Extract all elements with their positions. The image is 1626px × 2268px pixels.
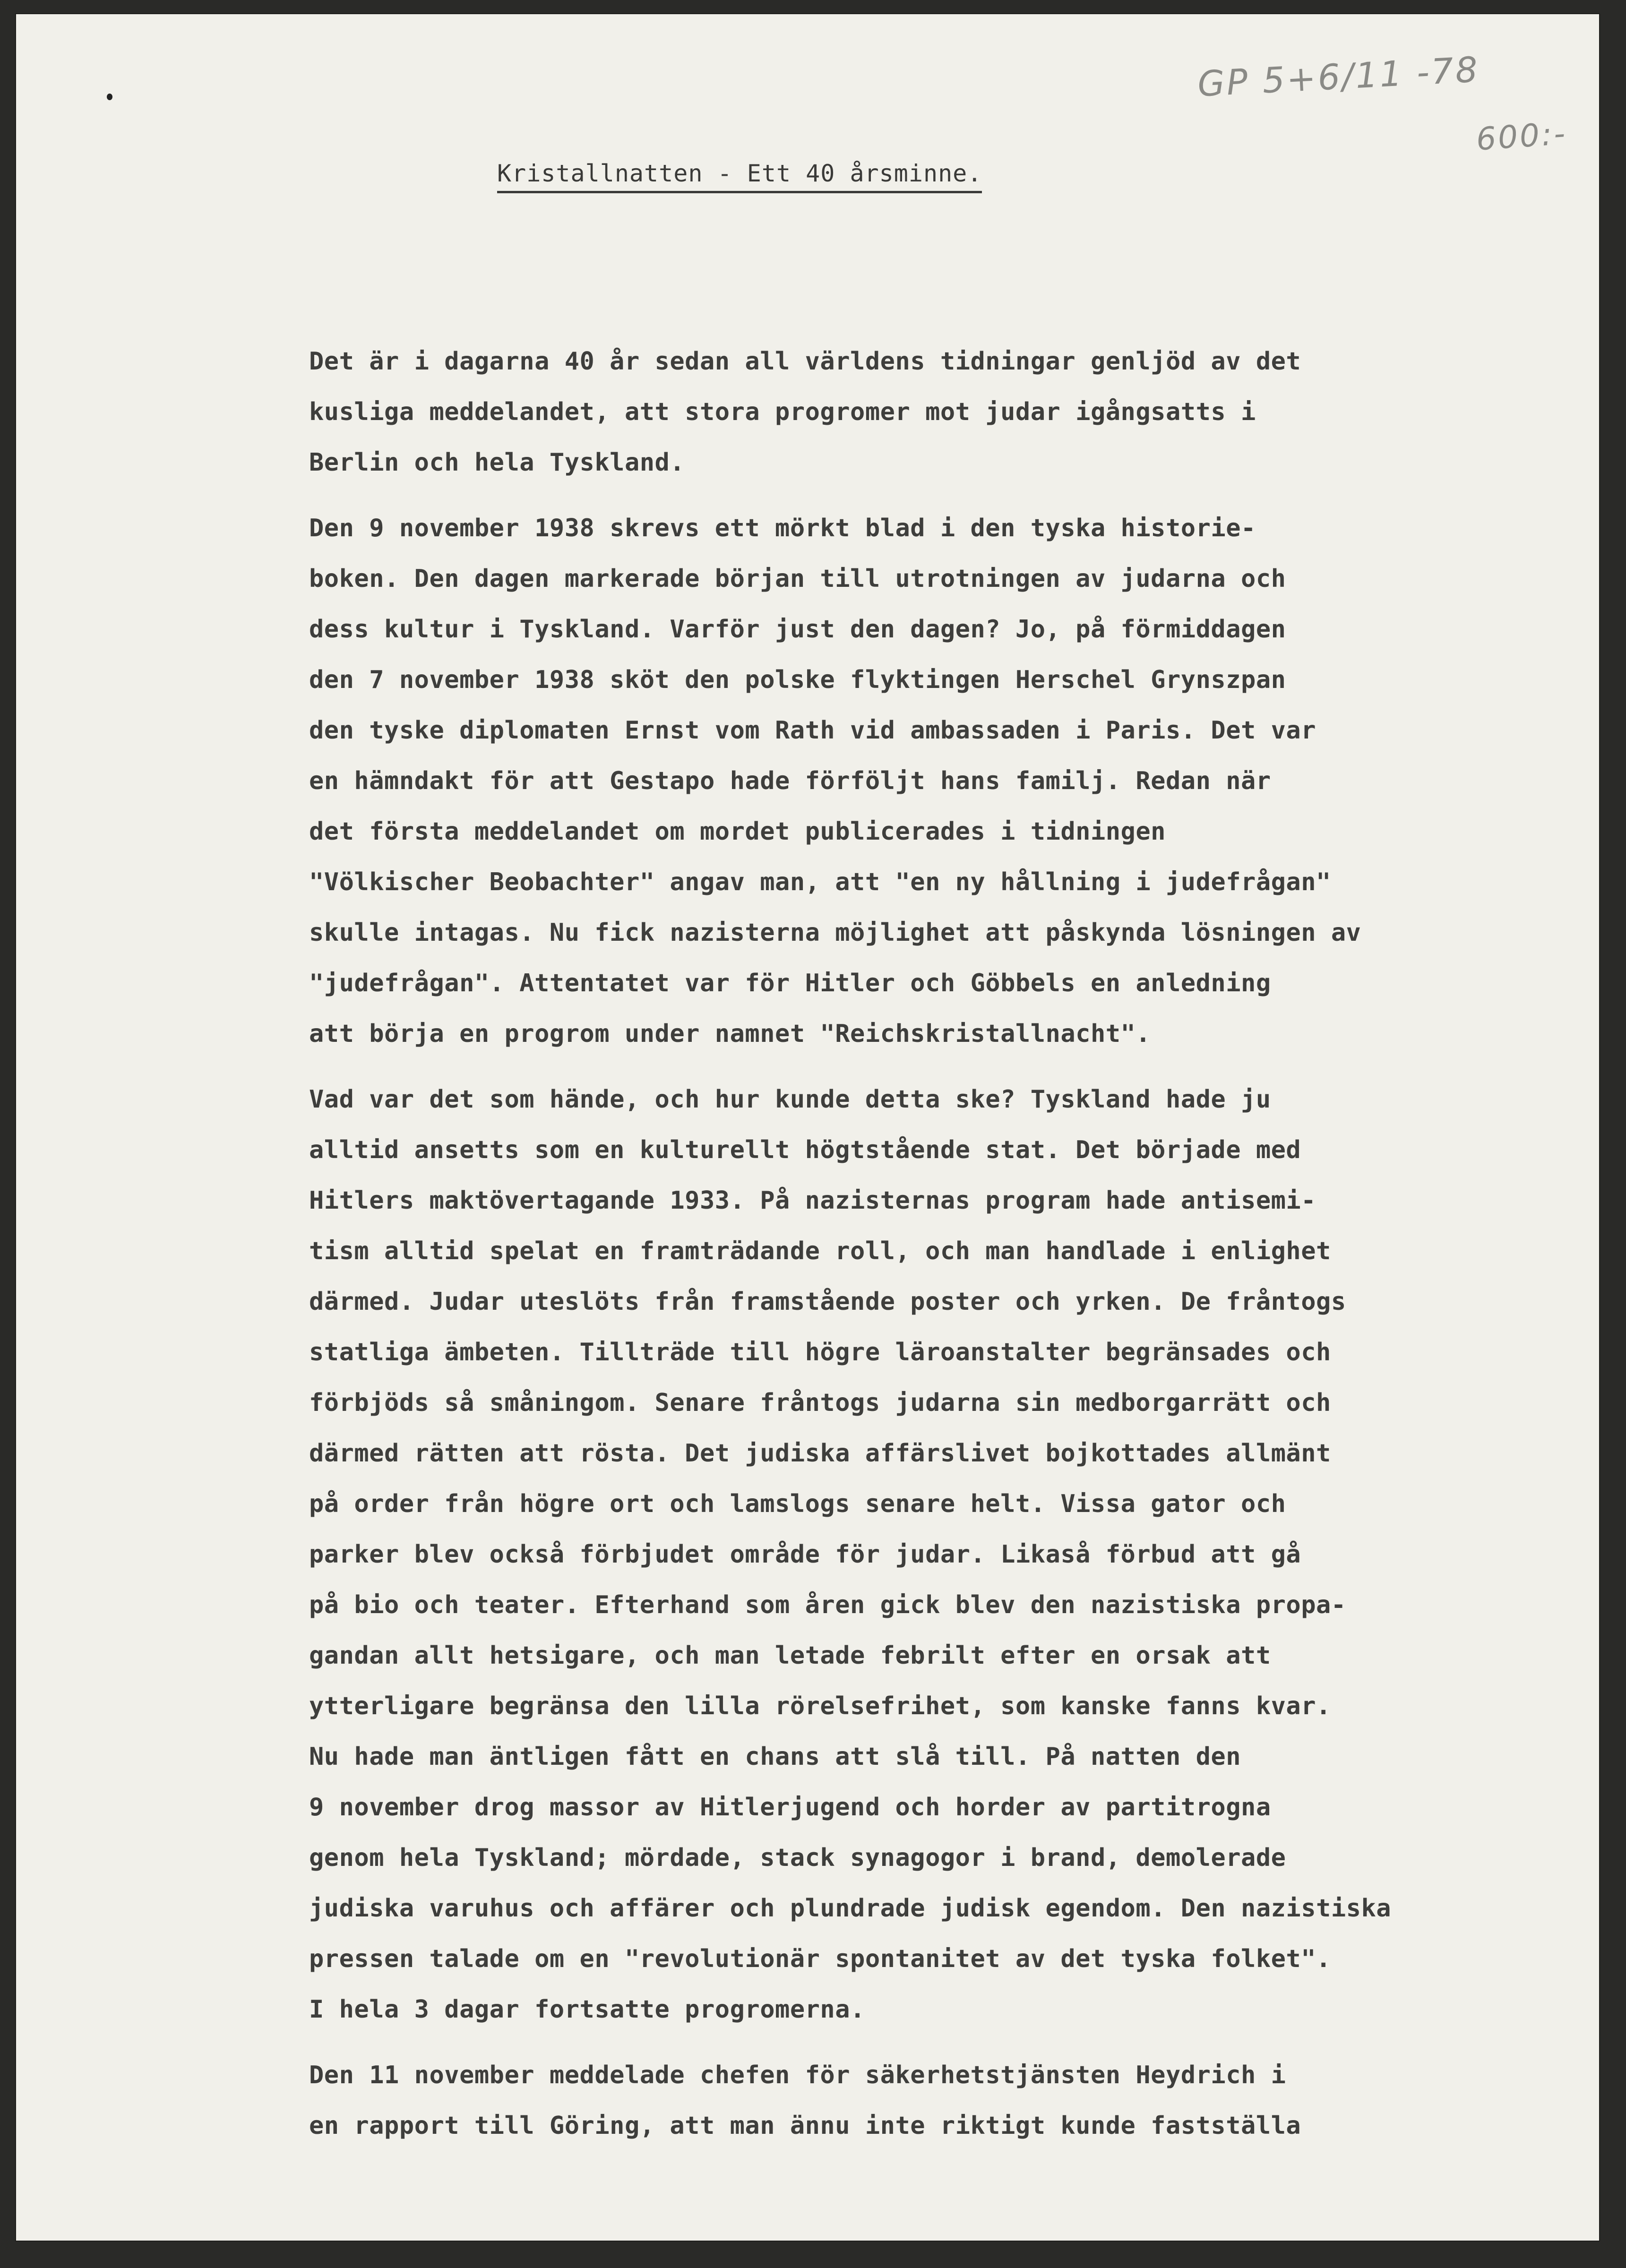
handwritten-reference: GP 5+6/11 -78 [1196, 49, 1480, 105]
text-line: statliga ämbeten. Tillträde till högre läroanstalter begränsades och [309, 1338, 1331, 1366]
text-line: gandan allt hetsigare, och man letade febrilt efter en orsak att [309, 1641, 1271, 1670]
text-line: alltid ansetts som en kulturellt högtstående stat. Det började med [309, 1136, 1301, 1164]
ink-speck [107, 94, 112, 100]
text-line: Den 11 november meddelade chefen för säkerhetstjänsten Heydrich i [309, 2061, 1286, 2089]
text-line: därmed rätten att rösta. Det judiska affärslivet bojkottades allmänt [309, 1439, 1331, 1468]
text-line: att börja en progrom under namnet "Reichskristallnacht". [309, 1020, 1151, 1048]
paragraph-3 [309, 1074, 1519, 2035]
text-line: genom hela Tyskland; mördade, stack synagogor i brand, demolerade [309, 1844, 1286, 1872]
text-line: den 7 november 1938 sköt den polske flyktingen Herschel Grynszpan [309, 666, 1286, 694]
text-line: Den 9 november 1938 skrevs ett mörkt blad i den tyska historie- [309, 514, 1256, 542]
text-line: boken. Den dagen markerade början till utrotningen av judarna och [309, 565, 1286, 593]
text-line: ytterligare begränsa den lilla rörelsefrihet, som kanske fanns kvar. [309, 1692, 1331, 1720]
handwritten-fee: 600:- [1475, 115, 1568, 158]
text-line: "Völkischer Beobachter" angav man, att "en ny hållning i judefrågan" [309, 868, 1331, 896]
paragraph-1 [309, 336, 1519, 488]
text-line: I hela 3 dagar fortsatte progromerna. [309, 1995, 865, 2024]
document-title: Kristallnatten - Ett 40 årsminne. [497, 160, 982, 193]
text-line: Hitlers maktövertagande 1933. På nazisternas program hade antisemi- [309, 1186, 1316, 1215]
paragraph-4 [309, 2050, 1519, 2151]
text-line: tism alltid spelat en framträdande roll, och man handlade i enlighet [309, 1237, 1331, 1265]
text-line: kusliga meddelandet, att stora progromer mot judar igångsatts i [309, 398, 1256, 426]
text-line: Berlin och hela Tyskland. [309, 448, 685, 477]
document-page [16, 14, 1599, 2241]
document-body [309, 336, 1519, 2166]
text-line: det första meddelandet om mordet publicerades i tidningen [309, 817, 1166, 846]
text-line: på order från högre ort och lamslogs senare helt. Vissa gator och [309, 1490, 1286, 1518]
paragraph-2 [309, 503, 1519, 1059]
text-line: Nu hade man äntligen fått en chans att slå till. På natten den [309, 1743, 1241, 1771]
text-line: dess kultur i Tyskland. Varför just den dagen? Jo, på förmiddagen [309, 615, 1286, 644]
text-line: förbjöds så småningom. Senare fråntogs judarna sin medborgarrätt och [309, 1389, 1331, 1417]
text-line: pressen talade om en "revolutionär spontanitet av det tyska folket". [309, 1945, 1331, 1973]
text-line: en hämndakt för att Gestapo hade förföljt hans familj. Redan när [309, 767, 1271, 795]
text-line: skulle intagas. Nu fick nazisterna möjlighet att påskynda lösningen av [309, 919, 1361, 947]
text-line: Vad var det som hände, och hur kunde detta ske? Tyskland hade ju [309, 1085, 1271, 1114]
text-line: därmed. Judar uteslöts från framstående poster och yrken. De fråntogs [309, 1288, 1346, 1316]
text-line: 9 november drog massor av Hitlerjugend och horder av partitrogna [309, 1793, 1271, 1821]
text-line: parker blev också förbjudet område för judar. Likaså förbud att gå [309, 1540, 1301, 1569]
text-line: judiska varuhus och affärer och plundrade judisk egendom. Den nazistiska [309, 1894, 1392, 1923]
text-line: "judefrågan". Attentatet var för Hitler och Göbbels en anledning [309, 969, 1271, 997]
text-line: den tyske diplomaten Ernst vom Rath vid ambassaden i Paris. Det var [309, 716, 1316, 745]
text-line: Det är i dagarna 40 år sedan all världens tidningar genljöd av det [309, 347, 1301, 376]
text-line: på bio och teater. Efterhand som åren gick blev den nazistiska propa- [309, 1591, 1346, 1619]
text-line: en rapport till Göring, att man ännu inte riktigt kunde fastställa [309, 2112, 1301, 2140]
